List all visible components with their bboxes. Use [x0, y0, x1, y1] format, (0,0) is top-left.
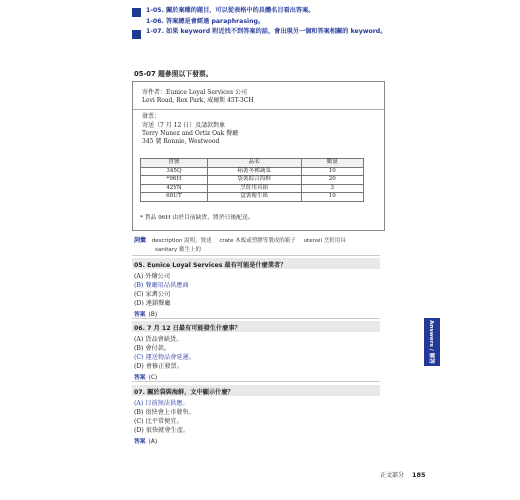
answer-option: (D) 很快就會生產。 [134, 427, 190, 434]
invoice-label: 發票： [142, 113, 161, 120]
divider [132, 255, 380, 256]
table-cell: 10 [301, 167, 363, 176]
tips-list [146, 6, 436, 38]
invoice-line: Terry Nunez and Ortiz Oak 餐廳 [142, 130, 239, 137]
answer-option: (A) 外燴公司 [134, 273, 171, 280]
answer-option-correct: (B) 餐廳用品供應商 [134, 282, 189, 289]
tip-item: 1-06. 答案總是會經過 paraphrasing。 [146, 17, 265, 25]
answer-key [134, 309, 157, 318]
question-title: 07. 關於袋裝海鮮，文中顯示什麼？ [134, 389, 234, 396]
vocab-item: description 說明，敘述 [151, 238, 212, 244]
answer-option: (C) 比平常便宜。 [134, 418, 183, 425]
table-cell: 盒裝衛生紙 [207, 193, 301, 202]
table-row [141, 167, 364, 176]
divider [133, 109, 384, 110]
table-cell: 烹飪用具組 [207, 184, 301, 193]
page-number: 185 [412, 471, 426, 479]
vocab-label: 詞彙 [134, 237, 147, 244]
answer-value: (C) [148, 375, 158, 381]
table-header-row [141, 159, 364, 168]
table-cell: *96H [141, 176, 208, 185]
sender-line: 寄件者：Eunice Loyal Services 公司 [142, 89, 247, 96]
table-cell: 3 [301, 184, 363, 193]
section-title: 05-07 題參照以下發票。 [134, 70, 213, 78]
column-header: 數量 [301, 159, 363, 168]
sender-address: Levi Road, Rex Park, 威爾斯 45T-3CH [142, 97, 254, 104]
answer-label: 答案 [134, 375, 146, 381]
tip-item: 1-05. 關於案種的題目，可以從表格中的具體名目看出答案。 [146, 7, 315, 14]
page-footer [380, 470, 426, 479]
answer-label: 答案 [134, 439, 146, 445]
tip-item: 1-07. 如果 keyword 附近找不到答案的話，會出現另一個和答案相關的 keyword。 [146, 28, 387, 35]
table-row [141, 176, 364, 185]
invoice-table [140, 158, 364, 202]
invoice-box [132, 81, 385, 231]
table-cell: 箱裝冬種蔬菜 [207, 167, 301, 176]
answer-label: 答案 [134, 312, 146, 318]
column-header: 品名 [207, 159, 301, 168]
answer-option: (D) 連鎖餐廳 [134, 300, 171, 307]
answer-option-correct: (A) 目前無法供應。 [134, 400, 189, 407]
table-row [141, 184, 364, 193]
divider [132, 381, 380, 382]
table-cell: 20 [301, 176, 363, 185]
footer-label: 正文部分 [380, 472, 405, 479]
answer-key [134, 436, 157, 445]
tip-marker-icon [132, 30, 141, 39]
answer-option: (D) 會修正發票。 [134, 363, 183, 370]
side-tab-label: Answers / 解答 [428, 320, 434, 364]
vocab-item: crate 木板或塑膠等製成的箱子 [219, 238, 296, 244]
table-cell: 袋裝綜合海鮮 [207, 176, 301, 185]
answer-option: (B) 會付款。 [134, 345, 171, 352]
answer-option: (A) 貨品會缺貨。 [134, 336, 183, 343]
answer-key [134, 372, 157, 381]
invoice-line: 寄送（7 月 12 日）及請款對象 [142, 122, 226, 129]
invoice-line: 345 號 Ronnie, Westwood [142, 138, 220, 145]
answer-value: (B) [148, 312, 158, 318]
invoice-footnote: * 貨品 96H 由於目前缺貨，將於日後配送。 [140, 215, 254, 221]
table-cell: 10 [301, 193, 363, 202]
question-title: 06. 7 月 12 日最有可能發生什麼事？ [134, 325, 241, 332]
answer-option: (C) 家禽公司 [134, 291, 171, 298]
column-header: 貨號 [141, 159, 208, 168]
answer-value: (A) [148, 439, 158, 445]
divider [132, 318, 380, 319]
table-cell: 345Q [141, 167, 208, 176]
table-row [141, 193, 364, 202]
vocab-block [134, 237, 346, 254]
question-title: 05. Eunice Loyal Services 最有可能是什麼業者？ [134, 262, 287, 269]
tip-marker-icon [132, 8, 141, 17]
vocab-item: utensil 烹飪用具 [303, 238, 346, 244]
answer-option: (B) 很快會上市發售。 [134, 409, 195, 416]
answers-side-tab [424, 318, 440, 366]
vocab-item: sanitary 衛生上的 [155, 246, 202, 253]
table-cell: 42YN [141, 184, 208, 193]
answer-option-correct: (C) 運送物品會延遲。 [134, 354, 196, 361]
table-cell: 68UT [141, 193, 208, 202]
